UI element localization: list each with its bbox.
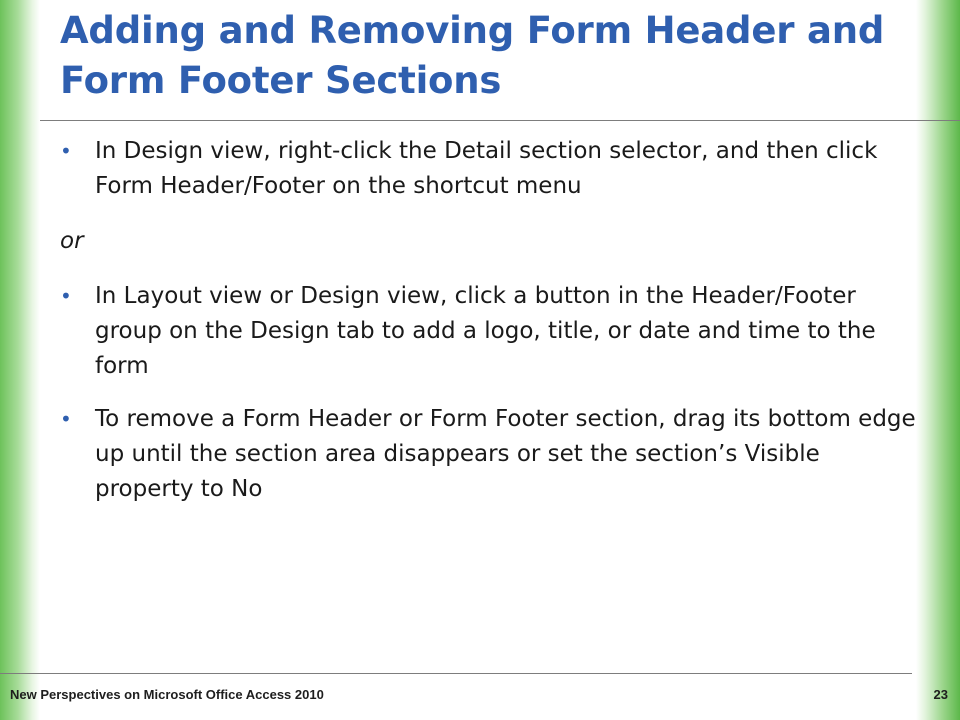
footer-divider <box>0 673 912 674</box>
bullet-item <box>60 134 920 204</box>
bullet-text: To remove a Form Header or Form Footer section, drag its bottom edge up until the section area disappears or set the section’s Visible property to No <box>95 406 916 502</box>
page-number: 23 <box>933 687 948 702</box>
bullet-icon: • <box>60 407 72 431</box>
title-divider <box>40 120 960 121</box>
bullet-text: In Design view, right-click the Detail section selector, and then click Form Header/Footer on the shortcut menu <box>95 138 878 199</box>
slide-content <box>60 134 920 507</box>
right-green-bar <box>916 0 960 720</box>
bullet-item <box>60 279 920 384</box>
or-connector: or <box>60 228 84 254</box>
left-green-bar <box>0 0 40 720</box>
bullet-item <box>60 402 920 507</box>
bullet-icon: • <box>60 139 72 163</box>
footer-text: New Perspectives on Microsoft Office Access 2010 <box>10 687 324 702</box>
bullet-icon: • <box>60 284 72 308</box>
bullet-text: In Layout view or Design view, click a button in the Header/Footer group on the Design tab to add a logo, title, or date and time to the form <box>95 283 876 379</box>
slide-title: Adding and Removing Form Header and Form Footer Sections <box>60 9 885 102</box>
